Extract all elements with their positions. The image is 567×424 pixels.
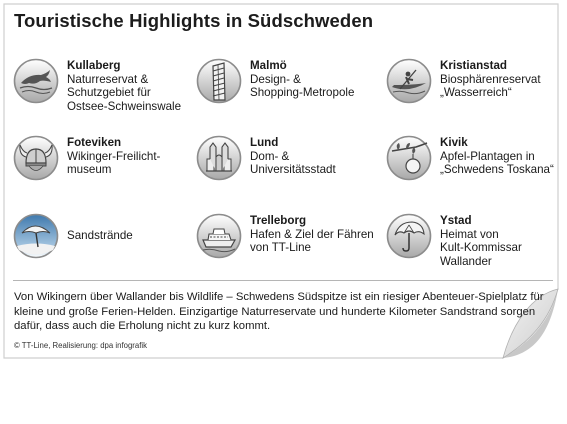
highlight-description: Design- & Shopping-Metropole xyxy=(250,72,355,100)
page-title: Touristische Highlights in Südschweden xyxy=(14,10,374,31)
highlight-place: Kullaberg xyxy=(67,59,121,72)
highlight-malmo xyxy=(196,58,376,118)
highlight-description: Hafen & Ziel der Fähren von TT-Line xyxy=(250,227,374,255)
highlight-kullaberg xyxy=(13,58,193,118)
highlight-place: Kivik xyxy=(440,136,468,149)
highlight-description: Naturreservat & Schutzgebiet für Ostsee-Schweinswale xyxy=(67,72,182,113)
apple-branch-icon xyxy=(386,135,432,181)
highlight-description: Wikinger-Freilicht- museum xyxy=(67,149,161,177)
highlight-trelleborg xyxy=(196,213,376,273)
porpoise-icon xyxy=(13,58,59,104)
canoe-icon xyxy=(386,58,432,104)
highlight-place: Ystad xyxy=(440,214,472,227)
highlight-place: Kristianstad xyxy=(440,59,508,72)
ferry-icon xyxy=(196,213,242,259)
turning-torso-icon xyxy=(196,58,242,104)
highlight-ystad xyxy=(386,213,566,273)
infographic-card xyxy=(3,3,559,358)
viking-helmet-icon xyxy=(13,135,59,181)
highlight-description: Dom- & Universitätsstadt xyxy=(250,149,336,177)
highlight-sandstraende xyxy=(13,213,193,273)
summary-text: Von Wikingern über Wallander bis Wildlife – Schwedens Südspitze ist ein riesiger Abenteuer-Spielplatz für kleine und große Ferien-Helden. Einzigartige Naturreservate und hunderte Kilometer Sandstrand sorgen dafür, dass auch die Erholung nicht zu kurz kommt. xyxy=(14,291,544,333)
highlight-kivik xyxy=(386,135,566,195)
detective-umbrella-icon xyxy=(386,213,432,259)
highlight-description: Apfel-Plantagen in „Schwedens Toskana“ xyxy=(440,149,554,177)
beach-umbrella-icon xyxy=(13,213,59,259)
cathedral-icon xyxy=(196,135,242,181)
highlight-place: Foteviken xyxy=(67,136,122,149)
credit-line: © TT-Line, Realisierung: dpa infografik xyxy=(14,341,148,350)
highlight-description: Sandstrände xyxy=(67,229,133,242)
highlight-place: Malmö xyxy=(250,59,287,72)
highlight-description: Heimat von Kult-Kommissar Wallander xyxy=(440,227,522,268)
highlight-lund xyxy=(196,135,376,195)
highlight-foteviken xyxy=(13,135,193,195)
highlight-kristianstad xyxy=(386,58,566,118)
highlight-description: Biosphärenreservat „Wasserreich“ xyxy=(440,72,541,100)
highlight-place: Trelleborg xyxy=(250,214,307,227)
divider-line xyxy=(13,280,553,281)
highlight-place: Lund xyxy=(250,136,279,149)
